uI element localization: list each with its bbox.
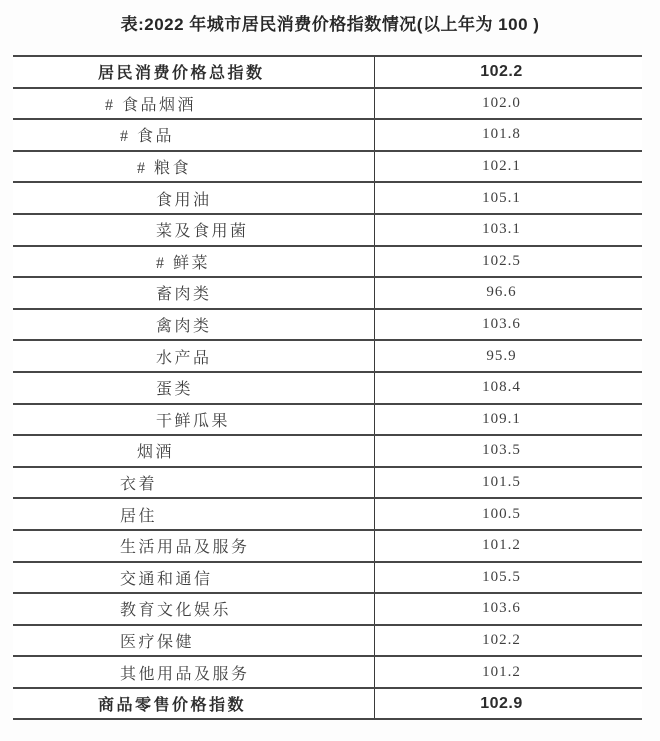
category-label: 水产品	[13, 341, 375, 371]
index-value: 101.2	[482, 663, 521, 680]
table-row	[13, 468, 642, 500]
table-row	[13, 563, 642, 595]
index-value: 102.5	[482, 252, 521, 269]
category-label: # 食品	[13, 120, 375, 150]
index-value: 103.6	[482, 600, 521, 617]
table-row	[13, 247, 642, 279]
index-value: 95.9	[486, 347, 517, 364]
index-value: 102.9	[480, 694, 523, 712]
category-label: 烟酒	[13, 436, 375, 466]
category-label: 食用油	[13, 183, 375, 213]
index-value: 102.0	[482, 94, 521, 111]
index-value: 103.1	[482, 221, 521, 238]
table-row	[13, 215, 642, 247]
category-label: 居住	[13, 499, 375, 529]
table-row	[13, 310, 642, 342]
table-row	[13, 626, 642, 658]
index-value: 102.2	[482, 631, 521, 648]
category-label: 交通和通信	[13, 563, 375, 593]
table-row	[13, 152, 642, 184]
index-value: 101.5	[482, 474, 521, 491]
category-label: 其他用品及服务	[13, 657, 375, 687]
table-row	[13, 57, 642, 89]
table-row	[13, 341, 642, 373]
index-value: 109.1	[482, 410, 521, 427]
cpi-table	[13, 55, 642, 720]
table-row	[13, 183, 642, 215]
table-row	[13, 499, 642, 531]
table-row	[13, 531, 642, 563]
category-label: 干鲜瓜果	[13, 405, 375, 435]
category-label: 畜肉类	[13, 278, 375, 308]
category-label: 禽肉类	[13, 310, 375, 340]
index-value: 103.5	[482, 442, 521, 459]
table-row	[13, 689, 642, 721]
category-label: 菜及食用菌	[13, 215, 375, 245]
table-row	[13, 120, 642, 152]
category-label: 生活用品及服务	[13, 531, 375, 561]
index-value: 102.2	[480, 62, 523, 80]
index-value: 105.1	[482, 189, 521, 206]
category-label: 教育文化娱乐	[13, 594, 375, 624]
category-label: # 食品烟酒	[13, 89, 375, 119]
index-value: 108.4	[482, 379, 521, 396]
table-row	[13, 373, 642, 405]
table-row	[13, 594, 642, 626]
index-value: 102.1	[482, 158, 521, 175]
category-label: 居民消费价格总指数	[13, 57, 375, 87]
category-label: 医疗保健	[13, 626, 375, 656]
index-value: 100.5	[482, 505, 521, 522]
index-value: 96.6	[486, 284, 517, 301]
index-value: 103.6	[482, 316, 521, 333]
table-row	[13, 657, 642, 689]
category-label: 衣着	[13, 468, 375, 498]
index-value: 105.5	[482, 568, 521, 585]
table-row	[13, 436, 642, 468]
table-row	[13, 89, 642, 121]
table-title: 表:2022 年城市居民消费价格指数情况(以上年为 100 )	[120, 15, 540, 34]
index-value: 101.8	[482, 126, 521, 143]
category-label: 蛋类	[13, 373, 375, 403]
category-label: # 粮食	[13, 152, 375, 182]
index-value: 101.2	[482, 537, 521, 554]
table-row	[13, 405, 642, 437]
table-row	[13, 278, 642, 310]
category-label: # 鲜菜	[13, 247, 375, 277]
category-label: 商品零售价格指数	[13, 689, 375, 719]
